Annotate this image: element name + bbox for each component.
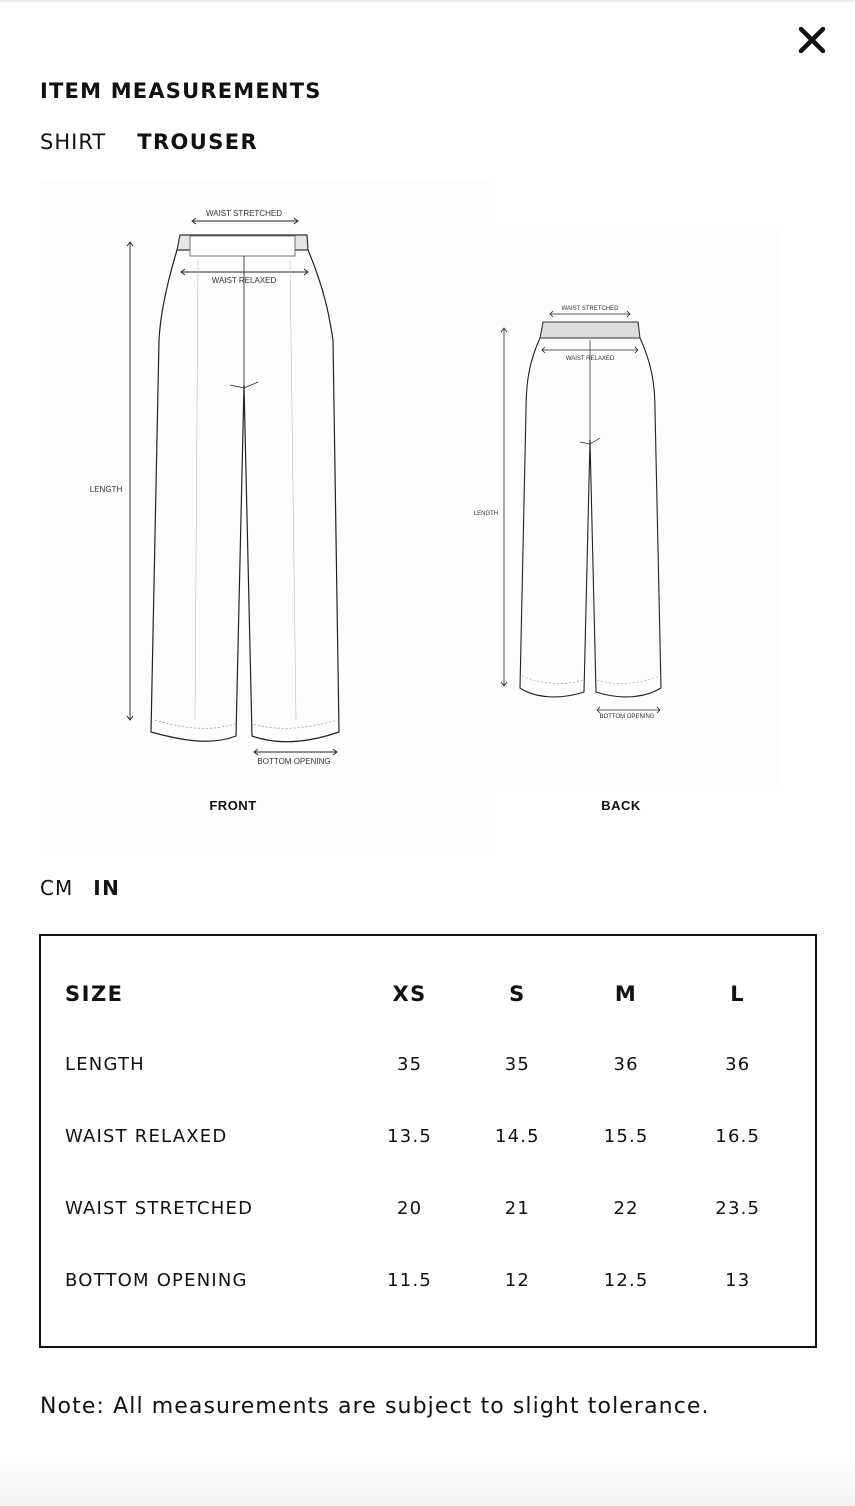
cell: 13 (725, 1269, 751, 1291)
cell: 21 (504, 1197, 531, 1219)
cell: 15.5 (603, 1125, 649, 1147)
header-s: S (509, 982, 526, 1006)
table-row (65, 1100, 795, 1172)
cell: 23.5 (715, 1197, 761, 1219)
cell: 22 (613, 1197, 639, 1219)
cell: 11.5 (387, 1269, 433, 1291)
tab-trouser[interactable]: TROUSER (137, 130, 259, 154)
top-divider (0, 0, 855, 2)
bottom-fade (0, 1460, 855, 1506)
table-header-row (65, 960, 795, 1028)
header-xs: XS (392, 982, 427, 1006)
modal-title: ITEM MEASUREMENTS (40, 79, 322, 103)
front-label-waist-relaxed: WAIST RELAXED (211, 276, 277, 285)
cell: 35 (504, 1053, 531, 1075)
close-button[interactable] (796, 24, 828, 56)
back-label-waist-relaxed: WAIST RELAXED (565, 356, 615, 362)
back-label-length: LENGTH (473, 511, 499, 517)
trouser-illustration (40, 180, 780, 850)
cell: 16.5 (715, 1125, 761, 1147)
front-label-bottom-opening: BOTTOM OPENING (257, 757, 331, 766)
unit-cm[interactable]: CM (40, 876, 74, 900)
header-l: L (730, 982, 746, 1006)
front-label-waist-stretched: WAIST STRETCHED (205, 209, 283, 218)
back-label-waist-stretched: WAIST STRETCHED (561, 306, 619, 312)
row-label: WAIST STRETCHED (65, 1197, 254, 1219)
row-label: BOTTOM OPENING (65, 1269, 248, 1291)
size-table (65, 960, 795, 1316)
table-row (65, 1028, 795, 1100)
cell: 12.5 (603, 1269, 649, 1291)
cell: 36 (613, 1053, 639, 1075)
row-label: LENGTH (65, 1053, 145, 1075)
trouser-measurement-diagram (40, 180, 780, 850)
cell: 35 (396, 1053, 423, 1075)
table-row (65, 1172, 795, 1244)
header-m: M (614, 982, 638, 1006)
header-size: SIZE (65, 982, 124, 1006)
size-chart (39, 934, 817, 1348)
front-label-length: LENGTH (89, 485, 123, 494)
cell: 12 (504, 1269, 531, 1291)
cell: 20 (396, 1197, 423, 1219)
unit-in[interactable]: IN (93, 876, 121, 900)
cell: 14.5 (494, 1125, 540, 1147)
table-row (65, 1244, 795, 1316)
unit-toggle (40, 876, 120, 900)
row-label: WAIST RELAXED (65, 1125, 228, 1147)
back-caption: BACK (601, 798, 641, 813)
tab-shirt[interactable]: SHIRT (40, 130, 107, 154)
back-label-bottom-opening: BOTTOM OPENING (599, 714, 655, 720)
front-caption: FRONT (209, 798, 257, 813)
cell: 13.5 (387, 1125, 433, 1147)
garment-tabs (40, 130, 258, 154)
tolerance-note: Note: All measurements are subject to slight tolerance. (40, 1394, 710, 1419)
cell: 36 (725, 1053, 751, 1075)
close-icon (796, 24, 828, 56)
